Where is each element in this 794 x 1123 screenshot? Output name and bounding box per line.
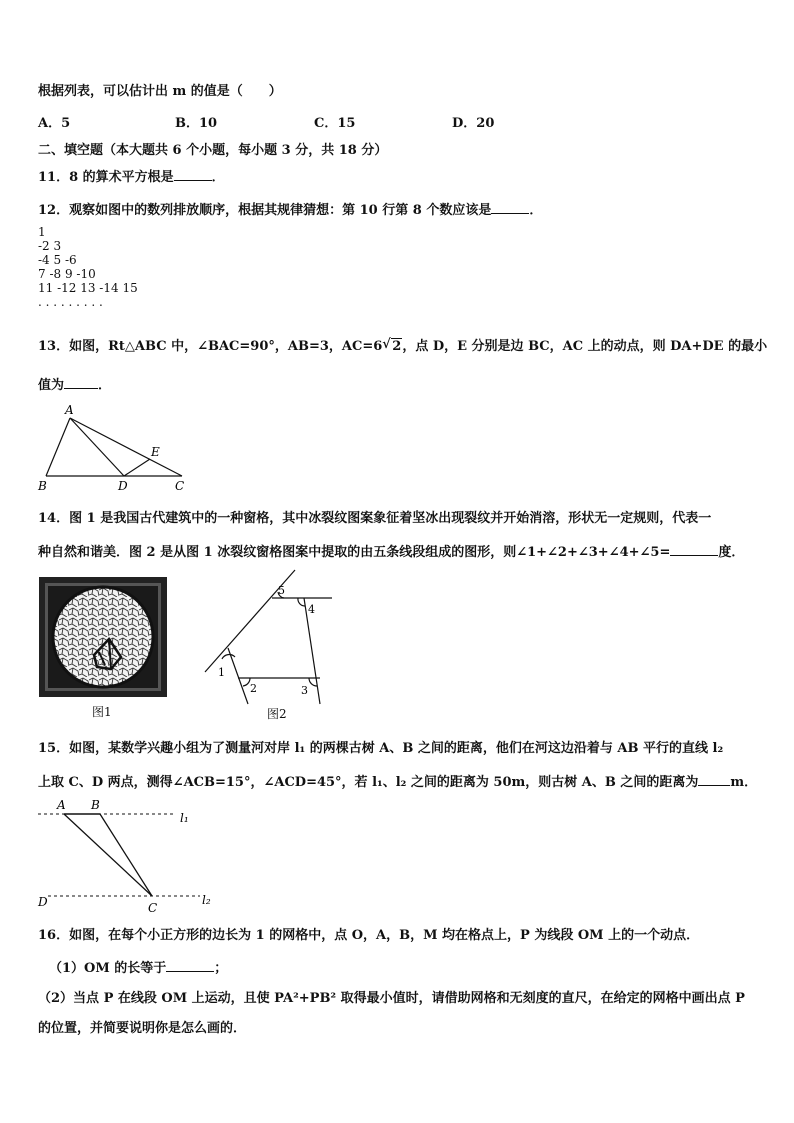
q12-end: ． bbox=[529, 203, 543, 218]
label-d: D bbox=[38, 895, 48, 909]
q12-row: -2 3 bbox=[38, 239, 62, 253]
angle-label-2: 2 bbox=[250, 682, 257, 695]
q10-option-c: C．15 bbox=[314, 116, 356, 131]
q16-part1 bbox=[49, 959, 227, 977]
sqrt-symbol bbox=[382, 339, 402, 355]
angle-label-5: 5 bbox=[278, 584, 285, 597]
label-d: D bbox=[118, 479, 128, 493]
figure2-caption: 图2 bbox=[267, 707, 287, 721]
q15-line1: 15．如图，某数学兴趣小组为了测量河对岸 l₁ 的两棵古树 A、B 之间的距离，他们在河这边沿着与 AB 平行的直线 l₂ bbox=[38, 741, 724, 756]
label-l2: l₂ bbox=[202, 893, 211, 907]
five-segment-figure bbox=[200, 566, 340, 706]
label-b: B bbox=[38, 479, 47, 493]
q12-row: 11 -12 13 -14 15 bbox=[38, 281, 138, 295]
label-a: A bbox=[57, 798, 66, 812]
q16-answer-blank[interactable] bbox=[166, 959, 214, 972]
label-c: C bbox=[148, 901, 158, 915]
q12-text bbox=[38, 201, 542, 219]
q15-end: m． bbox=[730, 775, 758, 790]
label-e: E bbox=[151, 445, 160, 459]
q11-end: ． bbox=[211, 170, 225, 185]
q13-triangle-figure bbox=[30, 402, 200, 498]
q10-option-d: D．20 bbox=[452, 116, 495, 131]
q12-number-triangle bbox=[38, 225, 138, 309]
angle-label-1: 1 bbox=[218, 666, 225, 679]
q10-stem: 根据列表，可以估计出 m 的值是（ ） bbox=[38, 84, 282, 99]
q11-stem: 11．8 的算术平方根是 bbox=[38, 170, 174, 185]
segment-ac bbox=[70, 418, 182, 476]
q16-part1-stem: （1）OM 的长等于 bbox=[49, 961, 167, 976]
q12-row: . . . . . . . . . bbox=[38, 295, 103, 309]
angle-arc-2 bbox=[243, 678, 250, 686]
q16-part2-line2: 的位置，并简要说明你是怎么画的． bbox=[38, 1021, 247, 1036]
q16-part1-end: ； bbox=[214, 961, 228, 976]
label-a: A bbox=[65, 403, 74, 417]
river-figure bbox=[34, 796, 224, 918]
q12-stem: 12．观察如图中的数列排放顺序，根据其规律猜想：第 10 行第 8 个数应该是 bbox=[38, 203, 492, 218]
q13-end: ． bbox=[98, 378, 112, 393]
q15-stem: 上取 C、D 两点，测得∠ACB=15°，∠ACD=45°，若 l₁、l₂ 之间的距离为 50m，则古树 A、B 之间的距离为 bbox=[38, 775, 699, 790]
segment-left bbox=[228, 648, 248, 704]
angle-label-3: 3 bbox=[301, 684, 308, 697]
section-heading: 二、填空题（本大题共 6 个小题，每小题 3 分，共 18 分） bbox=[38, 143, 388, 158]
q11-answer-blank[interactable] bbox=[174, 168, 212, 181]
q10-option-a: A．5 bbox=[38, 116, 71, 131]
q16-stem: 16．如图，在每个小正方形的边长为 1 的网格中，点 O，A，B，M 均在格点上，P 为线段 OM 上的一个动点． bbox=[38, 928, 700, 943]
label-l1: l₁ bbox=[180, 811, 189, 825]
q14-line2 bbox=[38, 543, 744, 561]
ice-crack-window-image bbox=[39, 577, 167, 697]
q16-part2-line1: （2）当点 P 在线段 OM 上运动，且使 PA²+PB² 取得最小值时，请借助网格和无刻度的直尺，在给定的网格中画出点 P bbox=[38, 991, 745, 1006]
q12-row: 1 bbox=[38, 225, 46, 239]
q13-value-label: 值为 bbox=[38, 378, 65, 393]
q13-sqrt-value: 2 bbox=[392, 339, 402, 354]
q13-line1 bbox=[38, 339, 767, 355]
segment-ab bbox=[46, 418, 70, 476]
q13-line2 bbox=[38, 376, 111, 394]
q12-row: -4 5 -6 bbox=[38, 253, 77, 267]
q13-stem-a: 13．如图，Rt△ABC 中，∠BAC=90°，AB=3，AC=6 bbox=[38, 339, 383, 354]
q12-answer-blank[interactable] bbox=[491, 201, 529, 214]
q13-answer-blank[interactable] bbox=[64, 376, 98, 389]
q13-stem-b: ，点 D，E 分别是边 BC，AC 上的动点，则 DA+DE 的最小 bbox=[402, 339, 768, 354]
segment-ad bbox=[70, 418, 124, 476]
angle-arc-1 bbox=[222, 655, 235, 659]
q10-option-b: B．10 bbox=[175, 116, 218, 131]
q12-row: 7 -8 9 -10 bbox=[38, 267, 96, 281]
segment-de bbox=[124, 459, 150, 476]
q14-line1: 14．图 1 是我国古代建筑中的一种窗格，其中冰裂纹图案象征着坚冰出现裂纹并开始消溶，形状无一定规则，代表一 bbox=[38, 511, 712, 526]
angle-label-4: 4 bbox=[308, 603, 315, 616]
q14-end: 度． bbox=[718, 545, 745, 560]
figure1-caption: 图1 bbox=[92, 705, 112, 719]
q15-answer-blank[interactable] bbox=[698, 773, 730, 786]
q14-stem: 种自然和谐美．图 2 是从图 1 冰裂纹窗格图案中提取的由五条线段组成的图形，则∠1+∠2+∠3+∠4+∠5= bbox=[38, 545, 671, 560]
q14-answer-blank[interactable] bbox=[670, 543, 718, 556]
label-b: B bbox=[91, 798, 100, 812]
q15-line2 bbox=[38, 773, 757, 791]
label-c: C bbox=[175, 479, 185, 493]
q11-text bbox=[38, 168, 225, 186]
